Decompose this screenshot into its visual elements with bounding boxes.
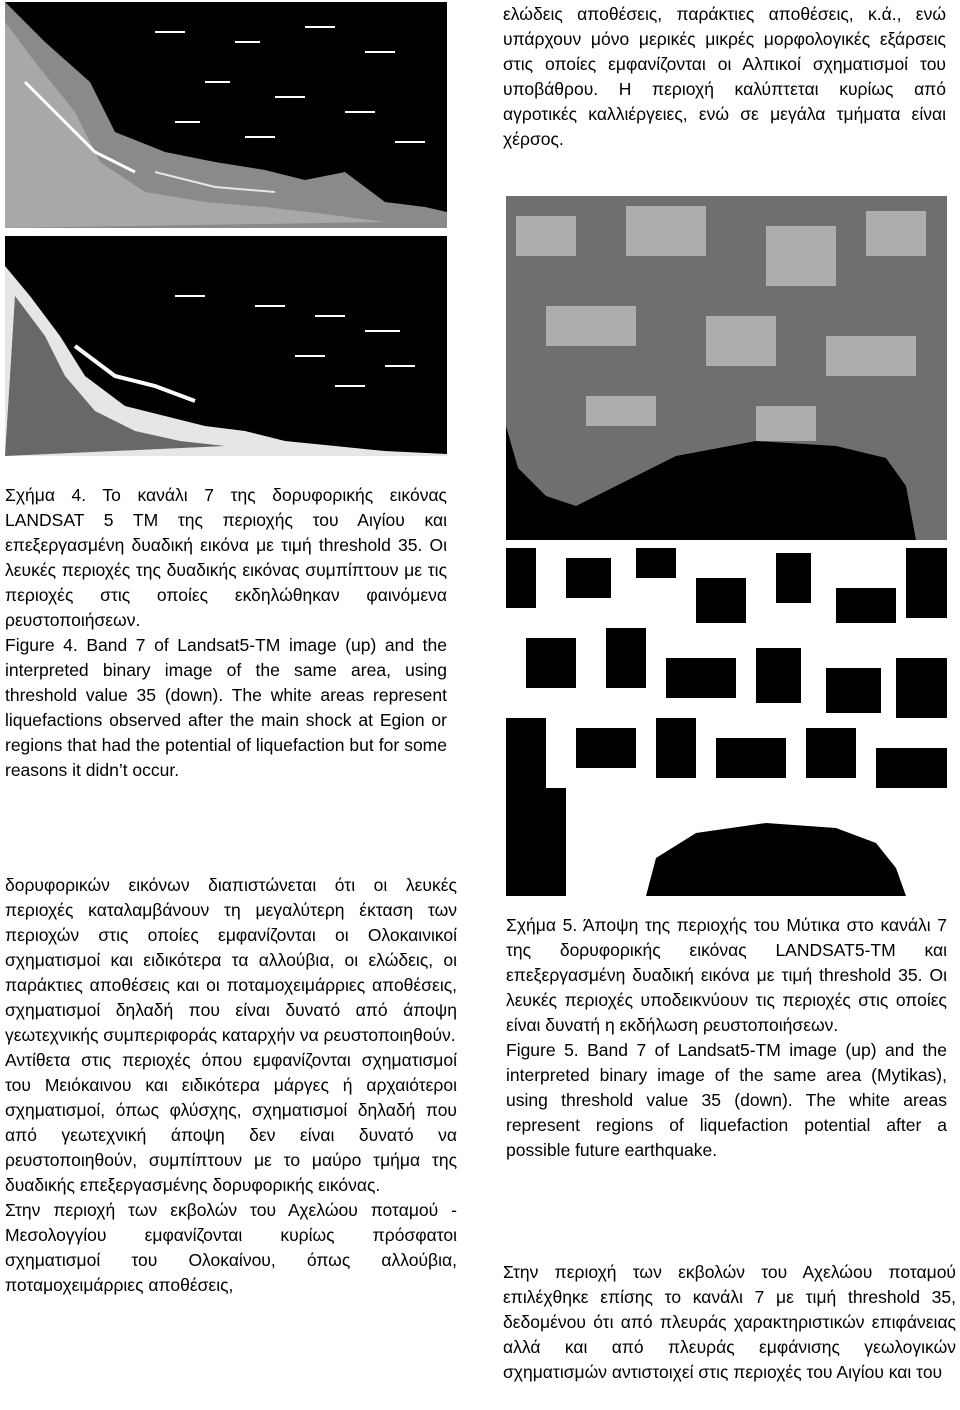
figure5-caption — [506, 913, 947, 1163]
text-block-col2-bottom — [503, 1260, 956, 1385]
figure4-caption — [5, 483, 447, 783]
figure5-binary-image — [506, 548, 947, 896]
figure5-caption-greek: Σχήμα 5. Άποψη της περιοχής του Μύτικα στο κανάλι 7 της δορυφορικής εικόνας LANDSAT5-TM και επεξεργασμένη δυαδική εικόνα με τιμή threshold 35. Οι λευκές περιοχές υποδεικνύουν τις περιοχές στις οποίες είναι δυνατή η εκδήλωση ρευστοποιήσεων. — [506, 915, 947, 1035]
paragraph: δορυφορικών εικόνων διαπιστώνεται ότι οι λευκές περιοχές καταλαμβάνουν τη μεγαλύτερη έκταση των περιοχών στις οποίες εμφανίζονται οι Ολοκαινικοί σχηματισμοί και ειδικότερα τα αλλούβια, οι ελώδεις, οι παράκτιες αποθέσεις και οι ποταμοχειμάρριες αποθέσεις, σχηματισμοί δηλαδή που είναι δυνατό από άποψη γεωτεχνικής συμπεριφοράς καταρχήν να ρευστοποιηθούν. — [5, 875, 457, 1045]
paragraph: ελώδεις αποθέσεις, παράκτιες αποθέσεις, κ.ά., ενώ υπάρχουν μόνο μερικές μικρές μορφολογικές εξάρσεις στις οποίες εμφανίζονται οι Αλπικοί σχηματισμοί του υποβάθρου. Η περιοχή καλύπτεται κυρίως από αγροτικές καλλιέργειες, ενώ σε μεγάλα τμήματα είναι χέρσος. — [503, 4, 946, 149]
figure4-landsat-image — [5, 2, 447, 228]
paragraph: Στην περιοχή των εκβολών του Αχελώου ποταμού επιλέχθηκε επίσης το κανάλι 7 με τιμή threshold 35, δεδομένου ότι από πλευράς χαρακτηριστικών επιφάνειας αλλά και από πλευράς εμφάνισης γεωλογικών σχηματισμών αντιστοιχεί στις περιοχές του Αιγίου και του — [503, 1262, 956, 1382]
figure4-caption-greek: Σχήμα 4. Το κανάλι 7 της δορυφορικής εικόνας LANDSAT 5 TM της περιοχής του Αιγίου και επεξεργασμένη δυαδική εικόνα με τιμή threshold 35. Οι λευκές περιοχές της δυαδικής εικόνας συμπίπτουν με τις περιοχές στις οποίες εκδηλώθηκαν φαινόμενα ρευστοποιήσεων. — [5, 485, 447, 630]
figure4-caption-english: Figure 4. Band 7 of Landsat5-TM image (up) and the interpreted binary image of the same area, using threshold value 35 (down). The white areas represent liquefactions observed after the main shock at Egion or regions that had the potential of liquefaction but for some reasons it didn’t occur. — [5, 635, 447, 780]
paragraph: Αντίθετα στις περιοχές όπου εμφανίζονται σχηματισμοί του Μειόκαινου και ειδικότερα μάργες ή αρχαιότεροι σχηματισμοί, όπως φλύσχης, σχηματισμοί δηλαδή που από γεωτεχνική άποψη δεν είναι δυνατό να ρευστοποιηθούν, συμπίπτουν με το μαύρο τμήμα της δυαδικής επεξεργασμένης δορυφορικής εικόνας. — [5, 1050, 457, 1195]
figure5-landsat-image — [506, 196, 947, 540]
figure4-binary-image — [5, 236, 447, 456]
text-block-col2-top — [503, 2, 946, 152]
paragraph: Στην περιοχή των εκβολών του Αχελώου ποταμού - Μεσολογγίου εμφανίζονται κυρίως πρόσφατοι σχηματισμοί του Ολοκαίνου, όπως αλλούβια, ποταμοχειμάρριες αποθέσεις, — [5, 1200, 457, 1295]
figure5-caption-english: Figure 5. Band 7 of Landsat5-TM image (up) and the interpreted binary image of the same area (Mytikas), using threshold value 35 (down). The white areas represent regions of liquefaction potential after a possible future earthquake. — [506, 1040, 947, 1160]
text-block-col1-bottom — [5, 873, 457, 1298]
